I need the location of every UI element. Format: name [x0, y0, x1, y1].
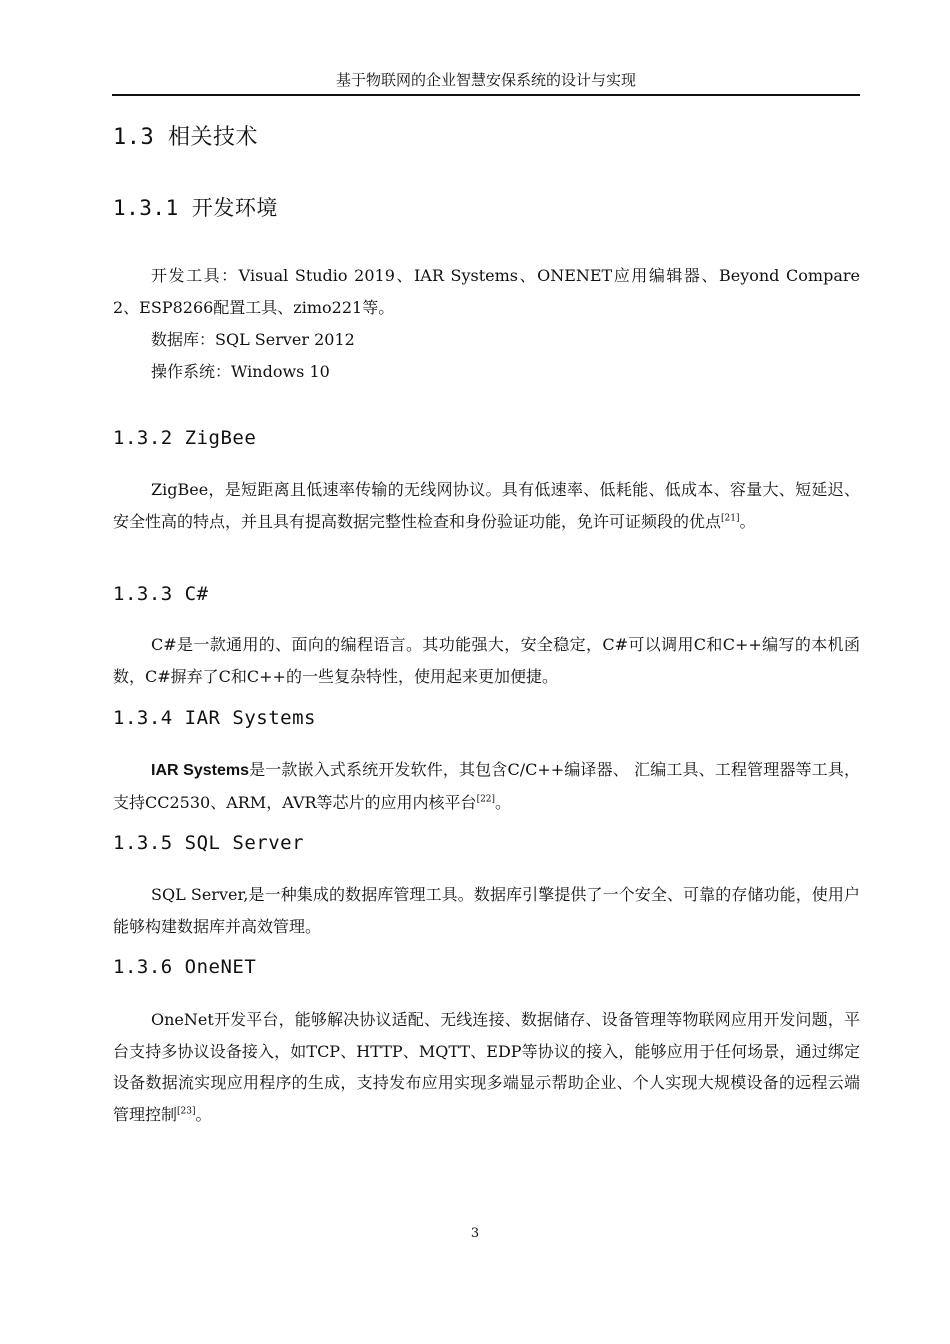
subsection-heading-dev-env: 1.3.1 开发环境: [113, 196, 278, 220]
os-line: 操作系统：Windows 10: [151, 362, 330, 381]
iar-paragraph: [113, 754, 860, 818]
subsection-heading-onenet: 1.3.6 OneNET: [113, 956, 257, 978]
running-header: 基于物联网的企业智慧安保系统的设计与实现: [112, 66, 860, 96]
database-line: 数据库：SQL Server 2012: [151, 330, 355, 349]
section-heading: 1.3 相关技术: [113, 125, 258, 150]
page-number: 3: [470, 1226, 480, 1241]
onenet-end: 。: [195, 1104, 212, 1124]
iar-end: 。: [495, 792, 512, 812]
citation-23: [23]: [177, 1106, 196, 1117]
citation-22: [22]: [476, 794, 496, 805]
dev-tools-paragraph: 开发工具：Visual Studio 2019、IAR Systems、ONENET应用编辑器、Beyond Compare 2、ESP8266配置工具、zimo221等。: [113, 266, 860, 317]
subsection-heading-sqlserver: 1.3.5 SQL Server: [113, 832, 305, 854]
subsection-heading-csharp: 1.3.3 C#: [113, 583, 209, 605]
sqlserver-paragraph: SQL Server,是一种集成的数据库管理工具。数据库引擎提供了一个安全、可靠的存储功能，使用户能够构建数据库并高效管理。: [113, 885, 860, 936]
zigbee-text: ZigBee，是短距离且低速率传输的无线网协议。具有低速率、低耗能、低成本、容量大、短延迟、安全性高的特点，并且具有提高数据完整性检查和身份验证功能，免许可证频段的优点: [113, 480, 860, 531]
zigbee-end: 。: [739, 511, 756, 531]
onenet-text: OneNet开发平台，能够解决协议适配、无线连接、数据储存、设备管理等物联网应用开发问题，平台支持多协议设备接入，如TCP、HTTP、MQTT、EDP等协议的接入，能够应用于任何场景，通过绑定设备数据流实现应用程序的生成，支持发布应用实现多端显示帮助企业、个人实现大规模设备的远程云端管理控制: [113, 1010, 860, 1124]
onenet-paragraph: [113, 1004, 860, 1130]
iar-term: IAR Systems: [151, 762, 249, 779]
iar-text: 是一款嵌入式系统开发软件，其包含C/C++编译器、 汇编工具、工程管理器等工具，支持CC2530、ARM，AVR等芯片的应用内核平台: [113, 760, 860, 812]
csharp-paragraph: C#是一款通用的、面向的编程语言。其功能强大，安全稳定，C#可以调用C和C++编写的本机函数，C#摒弃了C和C++的一些复杂特性，使用起来更加便捷。: [113, 635, 860, 686]
subsection-heading-zigbee: 1.3.2 ZigBee: [113, 427, 257, 449]
subsection-heading-iar: 1.3.4 IAR Systems: [113, 707, 316, 729]
citation-21: [21]: [721, 513, 740, 524]
zigbee-paragraph: [113, 474, 860, 537]
